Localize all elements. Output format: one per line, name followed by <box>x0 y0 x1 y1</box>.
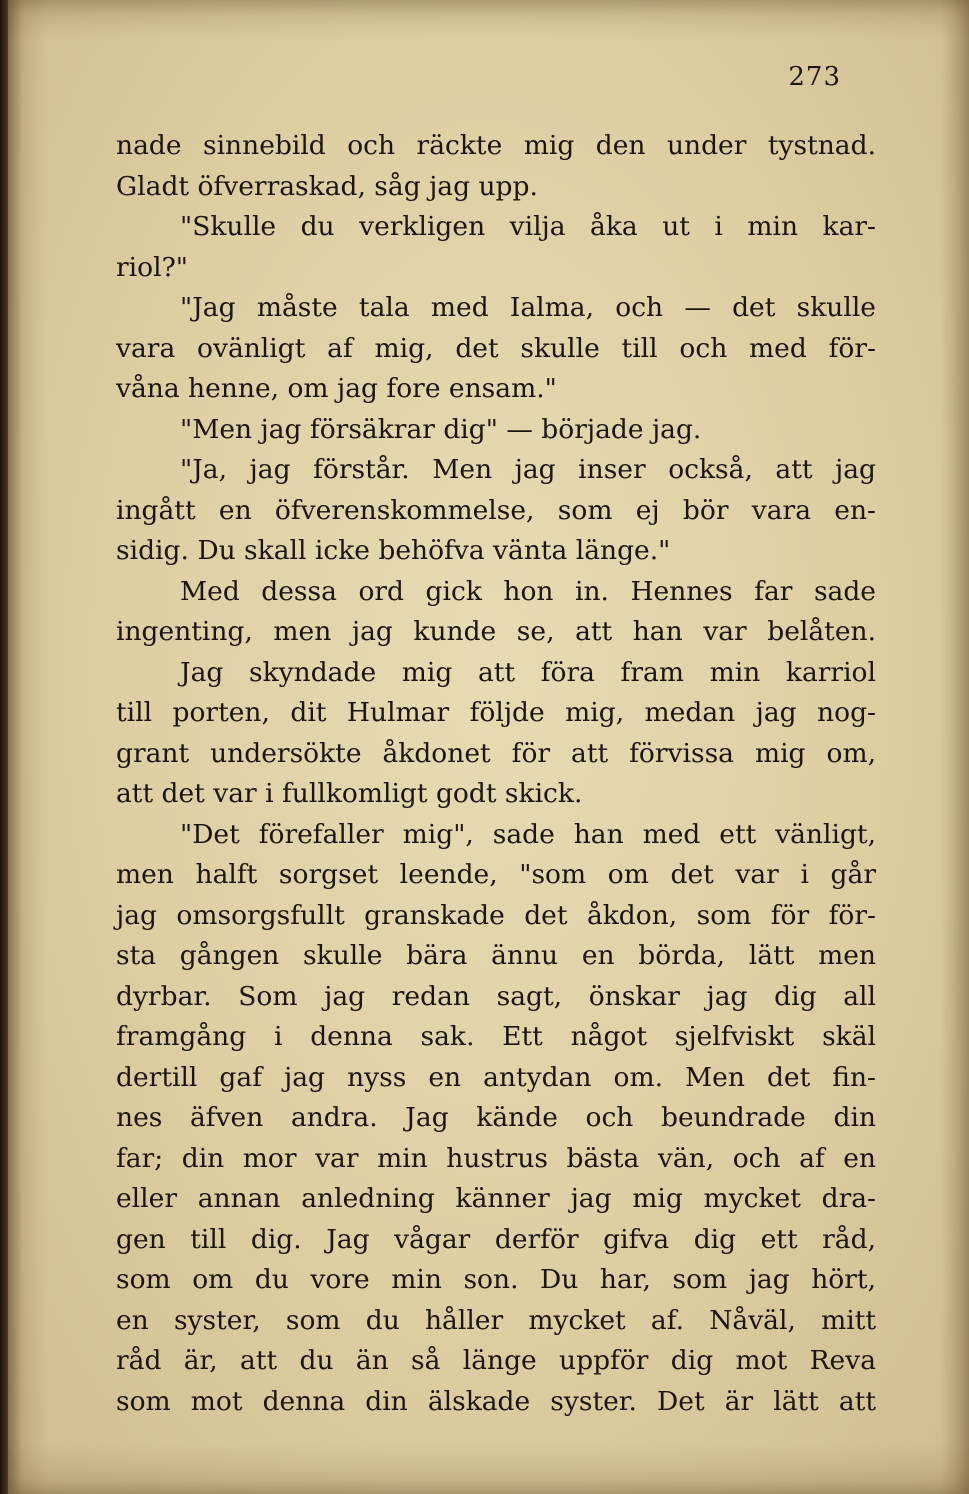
text-line: gen till dig. Jag vågar derför gifva dig ett råd, <box>116 1223 876 1255</box>
text-line: "Men jag försäkrar dig" — började jag. <box>180 413 702 445</box>
book-gutter <box>0 0 8 1494</box>
text-line: råd är, att du än så länge uppför dig mot Reva <box>116 1345 876 1376</box>
text-line: eller annan anledning känner jag mig mycket dra- <box>116 1183 876 1214</box>
text-line: en syster, som du håller mycket af. Nåväl, mitt <box>116 1304 876 1336</box>
text-line: sta gången skulle bära ännu en börda, lätt men <box>116 940 876 971</box>
text-line: "Jag måste tala med Ialma, och — det skulle <box>180 292 876 323</box>
text-line: Gladt öfverraskad, såg jag upp. <box>116 170 538 202</box>
text-line: men halft sorgset leende, "som om det var i går <box>116 859 876 890</box>
text-line: sidig. Du skall icke behöfva vänta länge." <box>116 535 671 566</box>
text-line: "Skulle du verkligen vilja åka ut i min kar- <box>180 211 876 242</box>
text-line: "Ja, jag förstår. Men jag inser också, att jag <box>180 454 876 485</box>
text-line: ingått en öfverenskommelse, som ej bör vara en- <box>116 494 876 526</box>
text-line: framgång i denna sak. Ett något sjelfviskt skäl <box>116 1021 876 1052</box>
text-line: riol?" <box>116 251 188 283</box>
text-line: nes äfven andra. Jag kände och beundrade din <box>116 1102 876 1133</box>
text-line: jag omsorgsfullt granskade det åkdon, som för för- <box>116 899 876 931</box>
text-line: till porten, dit Hulmar följde mig, medan jag nog- <box>116 697 876 728</box>
page-number: 273 <box>788 62 841 92</box>
text-line: Med dessa ord gick hon in. Hennes far sade <box>180 575 876 607</box>
text-line: dertill gaf jag nyss en antydan om. Men det fin- <box>116 1061 876 1093</box>
text-line: Jag skyndade mig att föra fram min karriol <box>180 656 876 688</box>
text-line: "Det förefaller mig", sade han med ett vänligt, <box>180 818 876 850</box>
text-line: våna henne, om jag fore ensam." <box>116 373 557 404</box>
text-line: vara ovänligt af mig, det skulle till och med för- <box>116 332 876 364</box>
text-line: dyrbar. Som jag redan sagt, önskar jag dig all <box>116 980 876 1012</box>
text-line: att det var i fullkomligt godt skick. <box>116 778 583 809</box>
text-line: ingenting, men jag kunde se, att han var belåten. <box>116 616 876 647</box>
text-line: som om du vore min son. Du har, som jag hört, <box>116 1264 876 1295</box>
text-line: nade sinnebild och räckte mig den under tystnad. <box>116 130 876 161</box>
book-page <box>8 0 969 1494</box>
text-line: grant undersökte åkdonet för att förvissa mig om, <box>116 737 876 769</box>
body-text <box>116 126 876 1422</box>
text-line: som mot denna din älskade syster. Det är lätt att <box>116 1385 876 1417</box>
text-line: far; din mor var min hustrus bästa vän, och af en <box>116 1142 876 1174</box>
